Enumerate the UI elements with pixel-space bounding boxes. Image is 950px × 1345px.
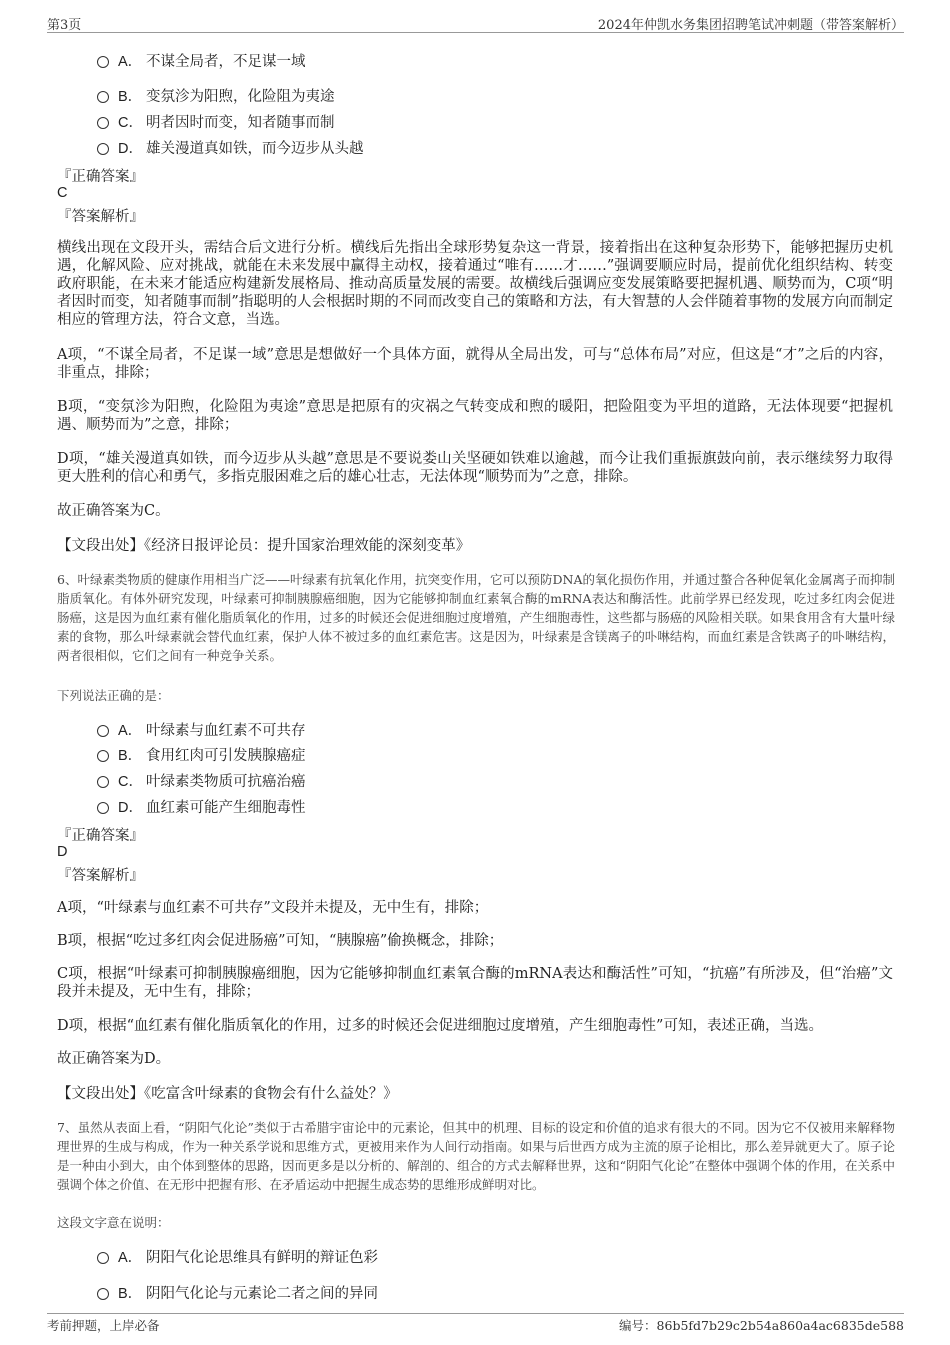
q5-option-b[interactable]: B． 变氛沴为阳煦，化险阻为夷途: [97, 85, 335, 105]
q5-analysis-label: 『答案解析』: [57, 209, 144, 225]
q5-analysis-main: 横线出现在文段开头，需结合后文进行分析。横线后先指出全球形势复杂这一背景，接着指出在这种复杂形势下，能够把握历史机遇，化解风险、应对挑战，就能在未来发展中赢得主动权，接着通过“唯有……才……”强调要顺应时局，提前优化组织结构、转变政府职能，在未来才能适应构建新发展格局、推动高质量发展的需要。故横线后强调应变发展策略要把握机遇、顺势而为，C项“明者因时而变，知者随事而制”指聪明的人会根据时期的不同而改变自己的策略和方法，有大智慧的人会伴随着事物的发展方向而制定相应的管理方法，符合文意，当选。: [57, 240, 893, 328]
radio-icon[interactable]: [97, 750, 109, 762]
q6-analysis-b: B项，根据“吃过多红肉会促进肠癌”可知，“胰腺癌”偷换概念，排除；: [57, 933, 504, 949]
q6-option-d[interactable]: D． 血红素可能产生细胞毒性: [97, 796, 306, 816]
radio-icon[interactable]: [97, 776, 109, 788]
q6-option-a[interactable]: A． 叶绿素与血红素不可共存: [97, 719, 306, 739]
q5-analysis-a: A项，“不谋全局者，不足谋一域”意思是想做好一个具体方面，就得从全局出发，可与“总体布局”对应，但这是“才”之后的内容，非重点，排除；: [57, 347, 893, 381]
q7-option-b[interactable]: B． 阴阳气化论与元素论二者之间的异同: [97, 1282, 378, 1302]
q5-analysis-b: B项，“变氛沴为阳煦，化险阻为夷途”意思是把原有的灾祸之气转变成和煦的暖阳，把险阻变为平坦的道路，无法体现要“把握机遇、顺势而为”之意，排除；: [57, 399, 893, 433]
q5-answer: C: [57, 185, 68, 201]
radio-icon[interactable]: [97, 1288, 109, 1300]
q6-answer-label: 『正确答案』: [57, 828, 144, 844]
radio-icon[interactable]: [97, 143, 109, 155]
q7-prompt: 这段文字意在说明：: [57, 1215, 170, 1230]
footer-slogan: 考前押题，上岸必备: [47, 1318, 160, 1333]
radio-icon[interactable]: [97, 91, 109, 103]
q6-analysis-label: 『答案解析』: [57, 868, 144, 884]
q6-analysis-a: A项，“叶绿素与血红素不可共存”文段并未提及，无中生有，排除；: [57, 900, 489, 916]
q5-answer-label: 『正确答案』: [57, 169, 144, 185]
q7-option-a[interactable]: A． 阴阳气化论思维具有鲜明的辩证色彩: [97, 1246, 378, 1266]
radio-icon[interactable]: [97, 117, 109, 129]
page-header: [47, 12, 904, 33]
q5-analysis-d: D项，“雄关漫道真如铁，而今迈步从头越”意思是不要说娄山关坚硬如铁难以逾越，而今让我们重振旗鼓向前，表示继续努力取得更大胜利的信心和勇气，多指克服困难之后的雄心壮志，无法体现“顺势而为”之意，排除。: [57, 451, 893, 485]
radio-icon[interactable]: [97, 802, 109, 814]
q6-question-text: 6、叶绿素类物质的健康作用相当广泛——叶绿素有抗氧化作用，抗突变作用，它可以预防DNA的氧化损伤作用，并通过螯合各种促氧化金属离子而抑制脂质氧化。有体外研究发现，叶绿素可抑制胰腺癌细胞，因为它能够抑制血红素氧合酶的mRNA表达和酶活性。此前学界已经发现，吃过多红肉会促进肠癌，这是因为血红素有催化脂质氧化的作用，过多的时候还会促进细胞过度增殖，产生细胞毒性，这些都与肠癌的风险相关联。如果食用含有大量叶绿素的食物，那么叶绿素就会替代血红素，保护人体不被过多的血红素危害。这是因为，叶绿素是含镁离子的卟啉结构，而血红素是含铁离子的卟啉结构，两者很相似，它们之间有一种竞争关系。: [57, 572, 895, 663]
document-id: 编号：86b5fd7b29c2b54a860a4ac6835de588: [619, 1318, 904, 1333]
q5-source: 【文段出处】《经济日报评论员：提升国家治理效能的深刻变革》: [57, 538, 471, 554]
q7-question-text: 7、虽然从表面上看，“阴阳气化论”类似于古希腊宇宙论中的元素论，但其中的机理、目标的设定和价值的追求有很大的不同。因为它不仅被用来解释物理世界的生成与构成，作为一种关系学说和思维方式，更被用来作为人间行动指南。如果与后世西方成为主流的原子论相比，那么差异就更大了。原子论是一种由小到大，由个体到整体的思路，因而更多是以分析的、解剖的、组合的方式去解释世界，这和“阴阳气化论”在整体中强调个体的作用，在关系中强调个体之价值、在无形中把握有形、在矛盾运动中把握生成态势的思维形成鲜明对比。: [57, 1120, 895, 1192]
q6-option-c[interactable]: C． 叶绿素类物质可抗癌治癌: [97, 770, 306, 790]
q6-answer: D: [57, 844, 68, 860]
radio-icon[interactable]: [97, 56, 109, 68]
q6-analysis-c: C项，根据“叶绿素可抑制胰腺癌细胞，因为它能够抑制血红素氧合酶的mRNA表达和酶活性”可知，“抗癌”有所涉及，但“治癌”文段并未提及，无中生有，排除；: [57, 966, 893, 1000]
q5-option-c[interactable]: C． 明者因时而变，知者随事而制: [97, 111, 335, 131]
q5-conclusion: 故正确答案为C。: [57, 503, 170, 519]
q6-analysis-d: D项，根据“血红素有催化脂质氧化的作用，过多的时候还会促进细胞过度增殖，产生细胞毒性”可知，表述正确，当选。: [57, 1018, 823, 1034]
page-number: 第3页: [47, 18, 82, 33]
q6-prompt: 下列说法正确的是：: [57, 688, 170, 703]
document-title: 2024年仲凯水务集团招聘笔试冲刺题（带答案解析）: [597, 18, 904, 33]
radio-icon[interactable]: [97, 1252, 109, 1264]
q5-option-a[interactable]: A． 不谋全局者，不足谋一域: [97, 50, 306, 70]
page-footer: [47, 1313, 904, 1336]
q5-option-d[interactable]: D． 雄关漫道真如铁，而今迈步从头越: [97, 137, 364, 157]
radio-icon[interactable]: [97, 725, 109, 737]
q6-option-b[interactable]: B． 食用红肉可引发胰腺癌症: [97, 744, 306, 764]
q6-source: 【文段出处】《吃富含叶绿素的食物会有什么益处？》: [57, 1086, 398, 1102]
q6-conclusion: 故正确答案为D。: [57, 1051, 171, 1067]
